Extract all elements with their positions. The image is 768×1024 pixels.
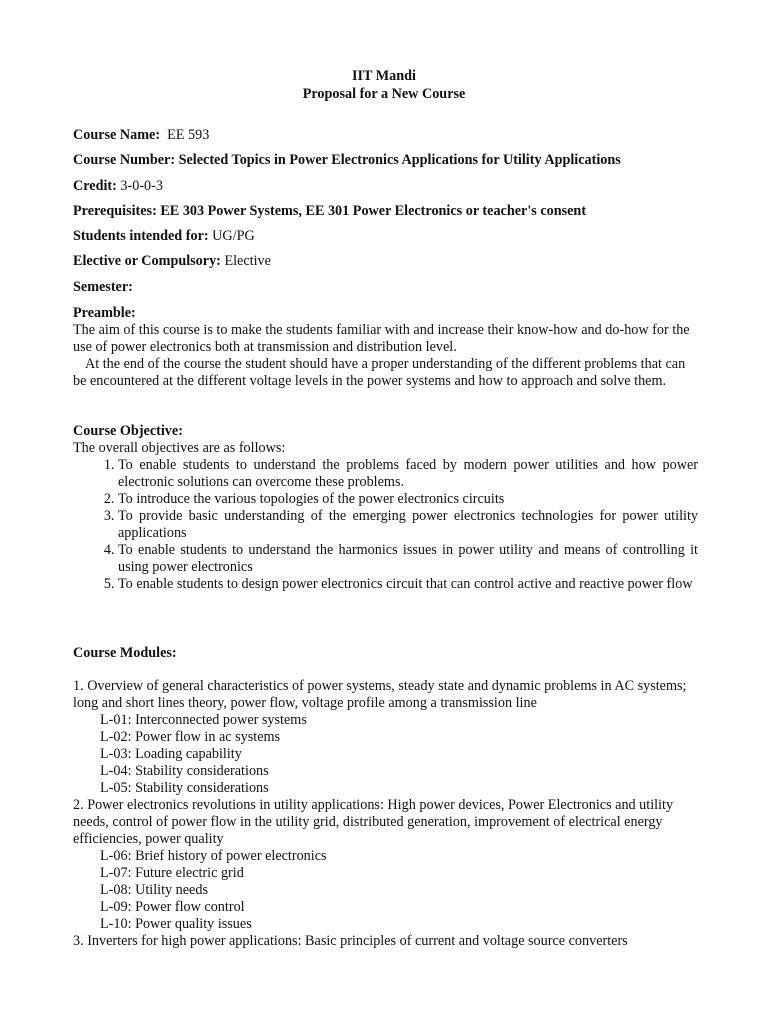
students-value: UG/PG — [212, 228, 255, 245]
lecture-item: L-08: Utility needs — [100, 882, 208, 898]
modules-heading: Course Modules: — [73, 645, 177, 661]
objective-item: 4. To enable students to understand the harmonics issues in power utility and means of controlling it using power electronics — [118, 542, 698, 576]
institute-name: IIT Mandi — [351, 68, 416, 84]
lecture-item: L-04: Stability considerations — [100, 763, 269, 779]
lecture-item: L-10: Power quality issues — [100, 916, 252, 932]
lecture-item: L-06: Brief history of power electronics — [100, 848, 327, 864]
students-label: Students intended for: — [73, 228, 209, 245]
prerequisites-field: Prerequisites: EE 303 Power Systems, EE 301 Power Electronics or teacher's consent — [73, 202, 587, 219]
objective-item: 2. To introduce the various topologies of the power electronics circuits — [118, 491, 698, 508]
semester-label: Semester: — [73, 278, 133, 295]
course-number-field: Course Number: Selected Topics in Power Electronics Applications for Utility Applications — [73, 152, 621, 169]
course-name-field — [73, 127, 713, 144]
objective-list — [73, 457, 698, 593]
module-2-description: 2. Power electronics revolutions in utility applications: High power devices, Power Electronics and utility needs, control of power flow in the utility grid, distributed generation, improvement of electrical energy efficiencies, power quality — [73, 797, 674, 847]
lecture-item: L-09: Power flow control — [100, 899, 245, 915]
objective-item: 1. To enable students to understand the problems faced by modern power utilities and how power electronic solutions can overcome these problems. — [118, 457, 698, 491]
credit-value: 3-0-0-3 — [120, 177, 163, 194]
lecture-item: L-03: Loading capability — [100, 746, 242, 762]
course-name-label: Course Name: — [73, 127, 161, 143]
objective-section — [73, 423, 698, 593]
lecture-item: L-07: Future electric grid — [100, 865, 244, 881]
objective-item: 3. To provide basic understanding of the emerging power electronics technologies for power utility applications — [118, 508, 698, 542]
course-name-value: EE 593 — [167, 127, 210, 143]
module-1-description: 1. Overview of general characteristics of power systems, steady state and dynamic problems in AC systems; long and short lines theory, power flow, voltage profile among a transmission line — [73, 678, 687, 711]
preamble-section — [73, 305, 698, 390]
modules-section — [73, 678, 703, 950]
lecture-item: L-01: Interconnected power systems — [100, 712, 307, 728]
module-3-description: 3. Inverters for high power applications: Basic principles of current and voltage source converters — [73, 933, 628, 949]
preamble-heading: Preamble: — [73, 305, 136, 321]
preamble-paragraph-2: At the end of the course the student should have a proper understanding of the different problems that can be encountered at the different voltage levels in the power systems and how to approach and solve them. — [73, 356, 686, 389]
objective-intro: The overall objectives are as follows: — [73, 440, 286, 456]
credit-field — [73, 178, 713, 195]
elective-label: Elective or Compulsory: — [73, 253, 221, 270]
course-fields — [73, 127, 713, 304]
objective-item: 5. To enable students to design power electronics circuit that can control active and reactive power flow — [118, 576, 698, 593]
document-header — [0, 68, 768, 104]
proposal-title: Proposal for a New Course — [302, 86, 466, 102]
lecture-item: L-05: Stability considerations — [100, 780, 269, 796]
credit-label: Credit: — [73, 177, 117, 194]
lecture-item: L-02: Power flow in ac systems — [100, 729, 281, 745]
students-field — [73, 228, 713, 245]
preamble-paragraph-1: The aim of this course is to make the students familiar with and increase their know-how and do-how for the use of power electronics both at transmission and distribution level. — [73, 322, 690, 355]
semester-field — [73, 279, 713, 296]
elective-field — [73, 253, 713, 270]
objective-heading: Course Objective: — [73, 423, 183, 439]
elective-value: Elective — [224, 253, 271, 270]
